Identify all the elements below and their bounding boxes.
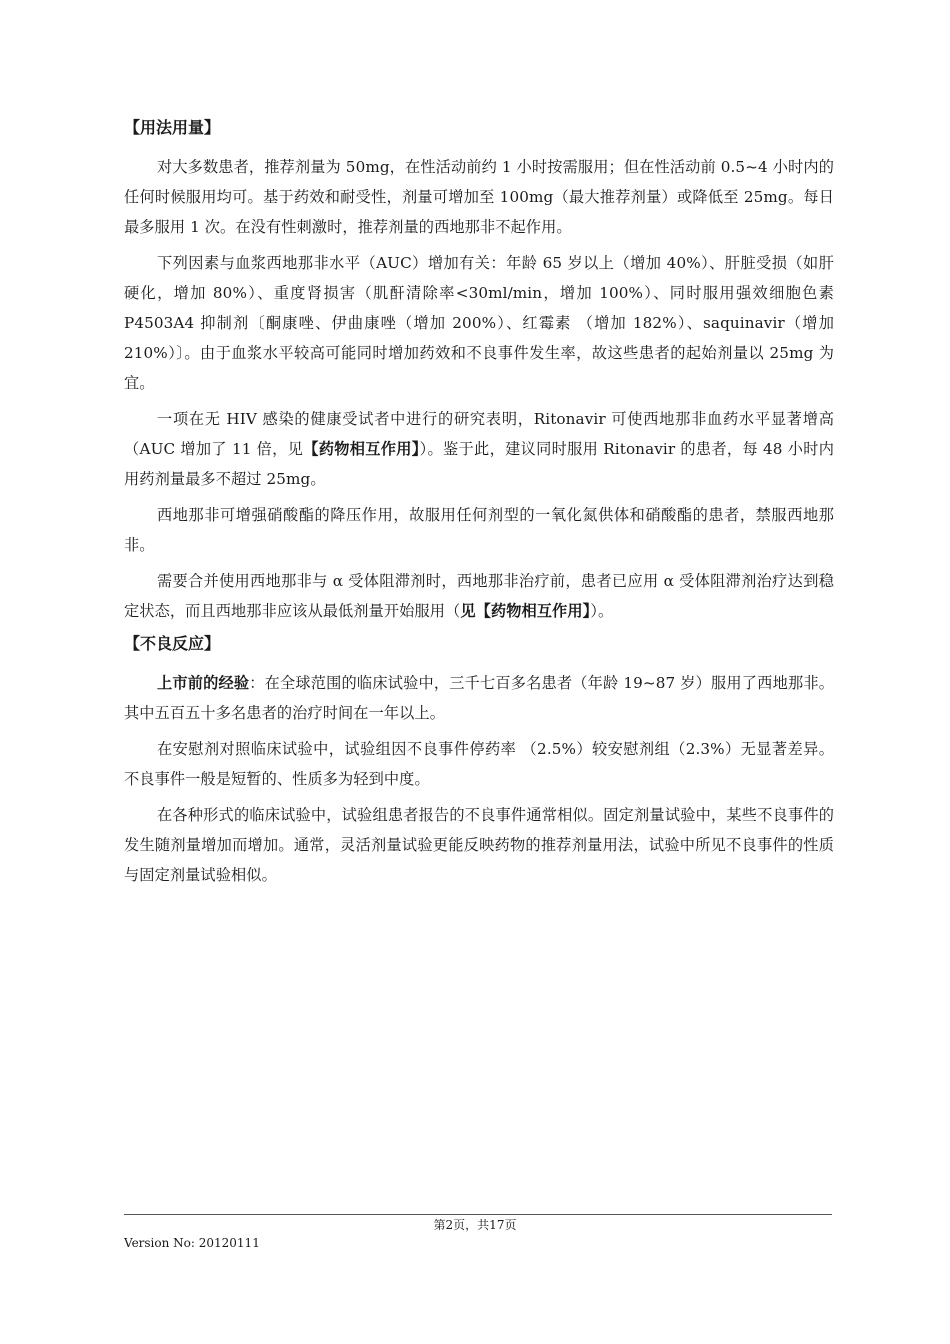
usage-paragraph-alpha-blockers [124,566,834,626]
usage-paragraph-ritonavir [124,404,834,494]
spacer [124,656,834,668]
usage-paragraph-nitrates: 西地那非可增强硝酸酯的降压作用，故服用任何剂型的一氧化氮供体和硝酸酯的患者，禁服西地那非。 [124,506,834,554]
spacer [124,140,834,152]
alpha-blocker-text-b: ）。 [590,602,614,620]
ritonavir-text-a: 一项在无 HIV 感染的健康受试者中进行的研究表明，Ritonavir 可使西地那非血药水平显著增高（AUC 增加了 11 倍，见 [124,410,834,458]
alpha-blocker-text-a: 需要合并使用西地那非与 α 受体阻滞剂时，西地那非治疗前，患者已应用 α 受体阻滞剂治疗达到稳定状态，而且西地那非应该从最低剂量开始服用（ [124,572,834,620]
section-heading-usage: 【用法用量】 [124,118,221,137]
drug-interaction-reference: 见【药物相互作用】 [460,602,591,620]
usage-paragraph-auc-factors: 下列因素与血浆西地那非水平（AUC）增加有关：年龄 65 岁以上（增加 40%）、肝脏受损（如肝硬化，增加 80%）、重度肾损害（肌酐清除率<30ml/min，增加 100%）、同时服用强效细胞色素 P4503A4 抑制剂〔酮康唑、伊曲康唑（增加 200%）、红霉素 （增加 182%）、saquinavir（增加 210%）〕。由于血浆水平较高可能同时增加药效和不良事件发生率，故这些患者的起始剂量以 25mg 为宜。 [124,254,834,392]
version-number: Version No: 20120111 [124,1236,260,1250]
section-heading-adverse-reactions: 【不良反应】 [124,634,221,653]
usage-paragraph-dosage: 对大多数患者，推荐剂量为 50mg，在性活动前约 1 小时按需服用；但在性活动前 0.5~4 小时内的任何时候服用均可。基于药效和耐受性，剂量可增加至 100mg（最大推荐剂量）或降低至 25mg。每日最多服用 1 次。在没有性刺激时，推荐剂量的西地那非不起作用。 [124,158,834,236]
adverse-paragraph-trials: 在各种形式的临床试验中，试验组患者报告的不良事件通常相似。固定剂量试验中，某些不良事件的发生随剂量增加而增加。通常，灵活剂量试验更能反映药物的推荐剂量用法，试验中所见不良事件的性质与固定剂量试验相似。 [124,806,834,884]
premarket-text: ：在全球范围的临床试验中，三千七百多名患者（年龄 19~87 岁）服用了西地那非。其中五百五十多名患者的治疗时间在一年以上。 [124,674,834,722]
page-number: 第2页，共17页 [433,1218,517,1232]
footer-divider [124,1214,832,1215]
drug-interaction-reference: 【药物相互作用】 [303,440,420,458]
adverse-paragraph-premarket [124,668,834,728]
adverse-paragraph-placebo: 在安慰剂对照临床试验中，试验组因不良事件停药率 （2.5%）较安慰剂组（2.3%）无显著差异。不良事件一般是短暂的、性质多为轻到中度。 [124,740,834,788]
premarket-label: 上市前的经验 [157,674,250,692]
document-body [124,116,834,890]
ritonavir-text-b: ）。鉴于此，建议同时服用 Ritonavir 的患者，每 48 小时内用药剂量最多不超过 25mg。 [124,440,835,488]
